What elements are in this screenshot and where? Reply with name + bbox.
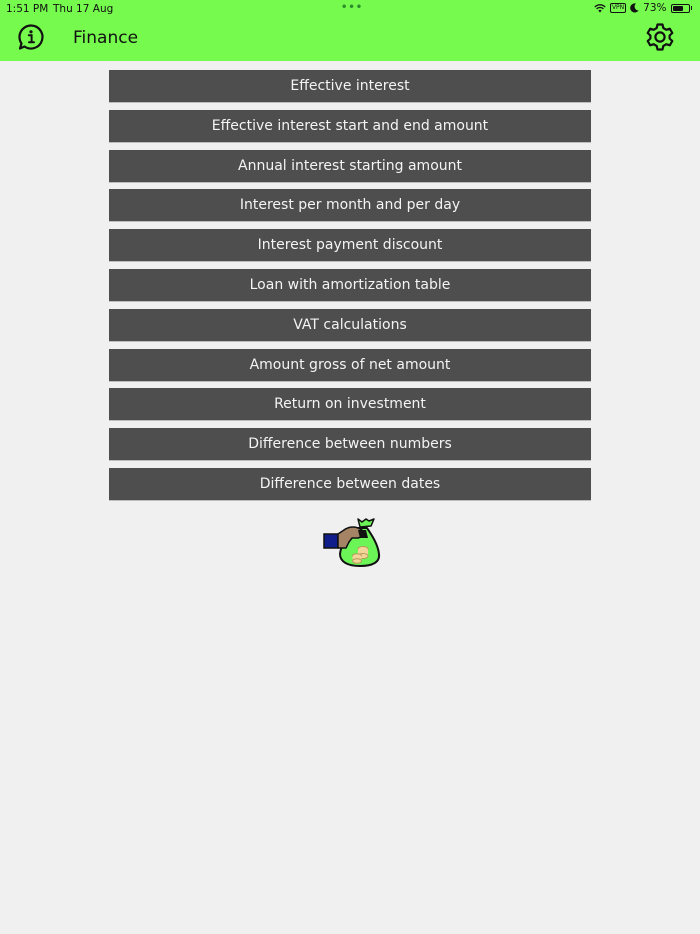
battery-percent: 73%	[643, 2, 667, 14]
menu-vat-calculations[interactable]: VAT calculations	[109, 309, 591, 342]
menu-effective-interest[interactable]: Effective interest	[109, 70, 591, 103]
moon-icon	[630, 3, 639, 13]
status-date: Thu 17 Aug	[53, 3, 114, 15]
menu-loan-amortization[interactable]: Loan with amortization table	[109, 269, 591, 302]
menu-effective-interest-start-end[interactable]: Effective interest start and end amount	[109, 110, 591, 143]
menu-difference-dates[interactable]: Difference between dates	[109, 468, 591, 501]
status-time: 1:51 PM	[6, 3, 49, 15]
menu-difference-numbers[interactable]: Difference between numbers	[109, 428, 591, 461]
wifi-icon	[594, 4, 606, 13]
status-bar	[0, 0, 700, 18]
app-logo	[322, 516, 382, 576]
menu-return-on-investment[interactable]: Return on investment	[109, 388, 591, 421]
page-title: Finance	[73, 28, 139, 48]
info-button[interactable]	[17, 23, 45, 51]
menu-amount-gross-net[interactable]: Amount gross of net amount	[109, 349, 591, 382]
battery-icon	[671, 4, 690, 13]
status-indicators	[594, 2, 692, 14]
menu-interest-per-month-day[interactable]: Interest per month and per day	[109, 189, 591, 222]
header	[0, 0, 700, 61]
calculator-menu	[109, 70, 591, 508]
multitasking-dots[interactable]: •••	[341, 2, 364, 13]
battery-tip	[691, 6, 693, 10]
vpn-badge: VPN	[611, 4, 625, 11]
info-bubble-icon	[17, 23, 45, 51]
nav-bar	[0, 18, 700, 61]
menu-interest-payment-discount[interactable]: Interest payment discount	[109, 229, 591, 262]
menu-annual-interest-starting-amount[interactable]: Annual interest starting amount	[109, 150, 591, 183]
money-bag-hand-icon	[322, 516, 382, 576]
gear-icon	[645, 22, 675, 52]
settings-button[interactable]	[645, 22, 675, 52]
